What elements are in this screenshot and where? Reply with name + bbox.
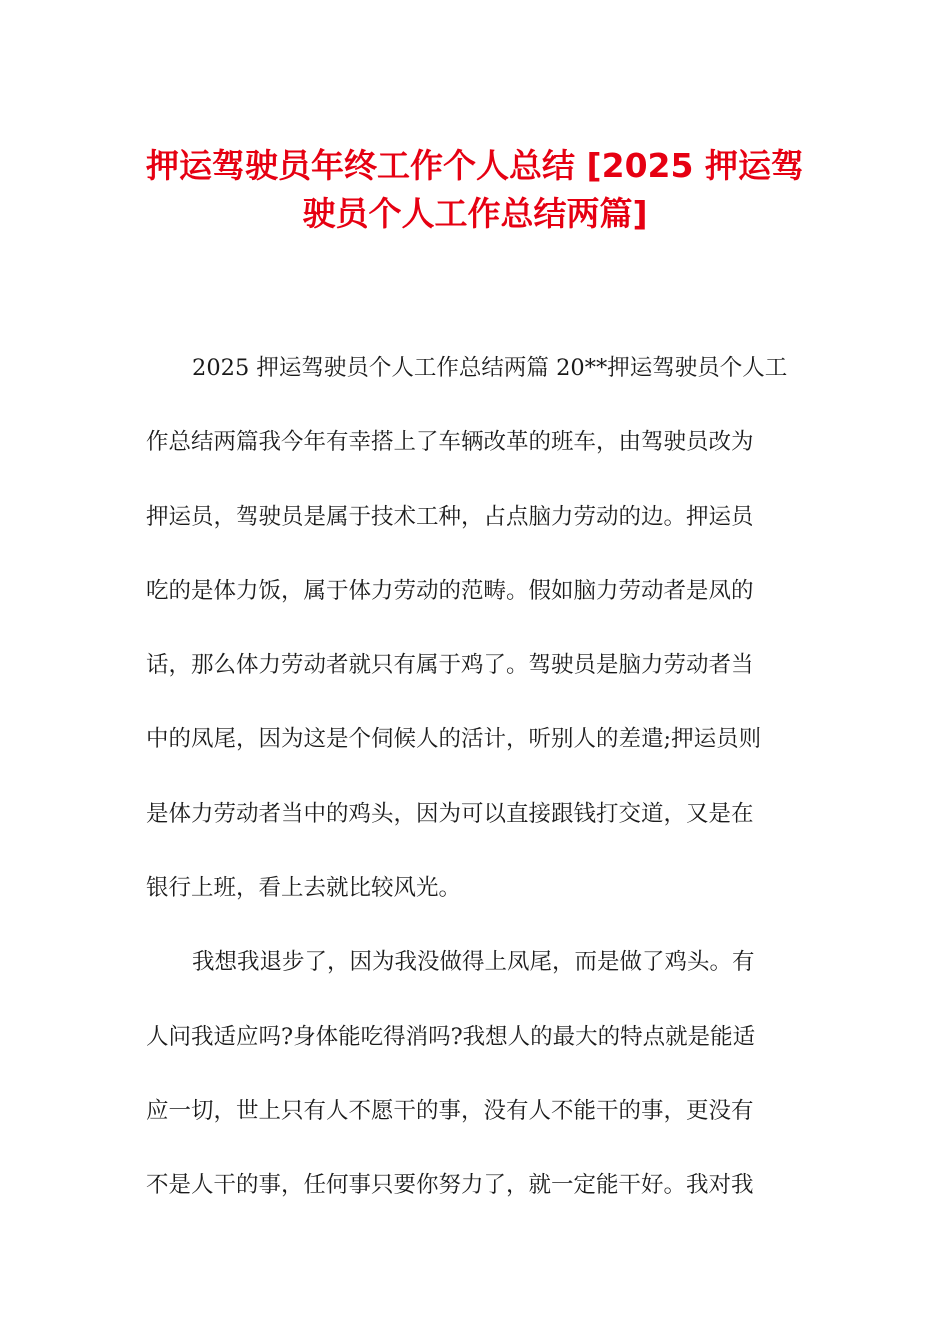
paragraph-line: 我想我退步了，因为我没做得上凤尾，而是做了鸡头。有 bbox=[192, 949, 755, 976]
paragraph-line: 吃的是体力饭，属于体力劳动的范畴。假如脑力劳动者是凤的 bbox=[146, 577, 754, 604]
paragraph-line: 押运员，驾驶员是属于技术工种，占点脑力劳动的边。押运员 bbox=[146, 503, 754, 530]
paragraph-line: 2025 押运驾驶员个人工作总结两篇 20**押运驾驶员个人工 bbox=[192, 355, 788, 381]
paragraph-2 bbox=[146, 925, 804, 1222]
paragraph-line: 人问我适应吗?身体能吃得消吗?我想人的最大的特点就是能适 bbox=[146, 1023, 756, 1050]
paragraph-line: 银行上班，看上去就比较风光。 bbox=[146, 875, 462, 902]
paragraph-line: 中的凤尾，因为这是个伺候人的活计，听别人的差遣;押运员则 bbox=[146, 726, 762, 753]
title-line-1: 押运驾驶员年终工作个人总结 [2025 押运驾 bbox=[146, 146, 804, 185]
paragraph-line: 作总结两篇我今年有幸搭上了车辆改革的班车，由驾驶员改为 bbox=[146, 429, 754, 456]
paragraph-line: 话，那么体力劳动者就只有属于鸡了。驾驶员是脑力劳动者当 bbox=[146, 652, 754, 679]
paragraph-line: 不是人干的事，任何事只要你努力了，就一定能干好。我对我 bbox=[146, 1172, 754, 1199]
paragraph-line: 应一切，世上只有人不愿干的事，没有人不能干的事，更没有 bbox=[146, 1097, 754, 1124]
paragraph-line: 是体力劳动者当中的鸡头，因为可以直接跟钱打交道，又是在 bbox=[146, 800, 754, 827]
title-line-2: 驶员个人工作总结两篇] bbox=[302, 194, 648, 233]
document-title bbox=[120, 142, 830, 238]
paragraph-1 bbox=[146, 331, 804, 925]
document-body bbox=[146, 331, 804, 1223]
